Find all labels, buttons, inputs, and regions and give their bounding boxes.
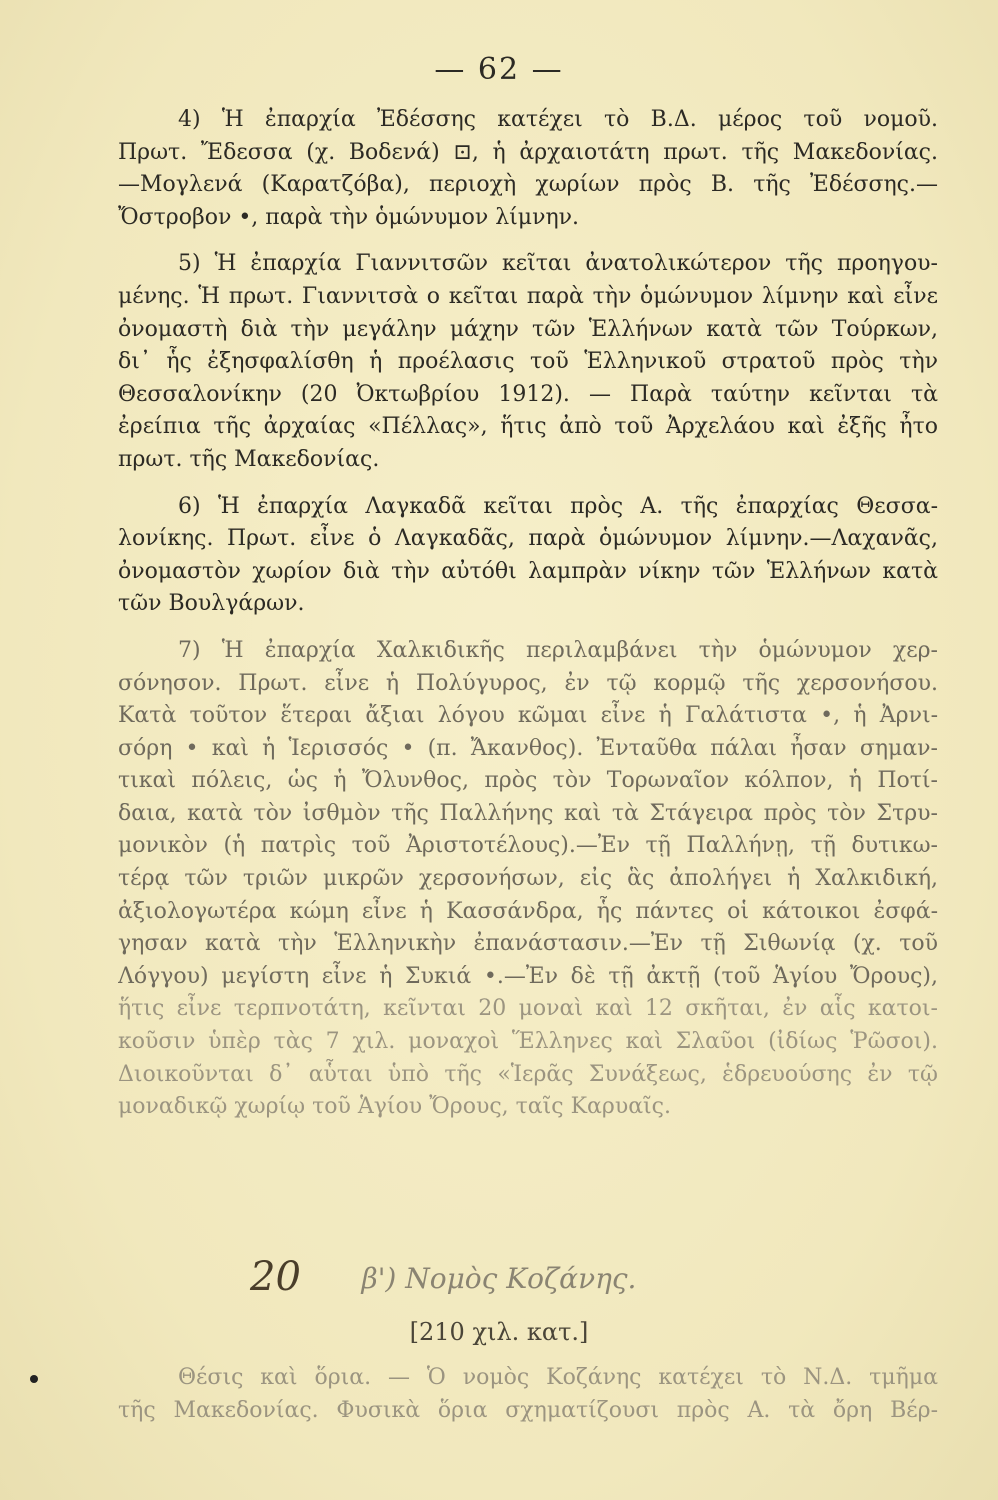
- main-text: [118, 104, 938, 1138]
- text-line: 6) Ἡ ἐπαρχία Λαγκαδᾶ κεῖται πρὸς Α. τῆς ἐπαρχίας Θεσσα-: [178, 493, 938, 519]
- text-line: μοναδικῷ χωρίῳ τοῦ Ἁγίου Ὄρους, ταῖς Καρυαῖς.: [118, 1094, 671, 1120]
- text-line: μένης. Ἡ πρωτ. Γιαννιτσὰ ο κεῖται παρὰ τὴν ὁμώνυμον λίμνην καὶ εἶνε: [118, 283, 938, 309]
- text-line: Κατὰ τοῦτον ἕτεραι ἄξιαι λόγου κῶμαι εἶνε ἡ Γαλάτιστα •, ἡ Ἀρνι-: [118, 703, 938, 729]
- text-line: Πρωτ. Ἔδεσσα (χ. Βοδενά) ⊡, ἡ ἀρχαιοτάτη πρωτ. τῆς Μακεδονίας.: [118, 139, 938, 165]
- text-line: Ὄστροβον •, παρὰ τὴν ὁμώνυμον λίμνην.: [118, 204, 580, 230]
- text-line: τέρᾳ τῶν τριῶν μικρῶν χερσονήσων, εἰς ἃς ἀπολήγει ἡ Χαλκιδική,: [118, 866, 938, 892]
- text-line: τῶν Βουλγάρων.: [118, 591, 305, 617]
- text-line: μονικὸν (ἡ πατρὶς τοῦ Ἀριστοτέλους).—Ἐν τῇ Παλλήνῃ, τῇ δυτικω-: [118, 833, 938, 859]
- text-line: 4) Ἡ ἐπαρχία Ἐδέσσης κατέχει τὸ Β.Δ. μέρος τοῦ νομοῦ.: [178, 107, 938, 132]
- text-line: 5) Ἡ ἐπαρχία Γιαννιτσῶν κεῖται ἀνατολικώτερον τῆς προηγου-: [178, 251, 938, 277]
- text-line: γησαν κατὰ τὴν Ἑλληνικὴν ἐπανάστασιν.—Ἐν τῇ Σιθωνίᾳ (χ. τοῦ: [118, 931, 938, 957]
- area-note: [210 χιλ. κατ.]: [409, 1318, 589, 1346]
- text-line: —Μογλενά (Καρατζόβα), περιοχὴ χωρίων πρὸς Β. τῆς Ἐδέσσης.—: [118, 172, 938, 198]
- text-line: Λόγγου) μεγίστη εἶνε ἡ Συκιά •.—Ἐν δὲ τῇ ἀκτῇ (τοῦ Ἁγίου Ὄρους),: [118, 963, 938, 989]
- text-line: ὀνομαστὸν χωρίον διὰ τὴν αὐτόθι λαμπρὰν νίκην τῶν Ἑλλήνων κατὰ: [118, 558, 938, 584]
- text-line: σόνησον. Πρωτ. εἶνε ἡ Πολύγυρος, ἐν τῷ κορμῷ τῆς χερσονήσου.: [118, 670, 938, 696]
- text-line: Διοικοῦνται δ᾽ αὗται ὑπὸ τῆς «Ἱερᾶς Συνάξεως, ἑδρευούσης ἐν τῷ: [118, 1061, 938, 1087]
- text-line: λονίκης. Πρωτ. εἶνε ὁ Λαγκαδᾶς, παρὰ ὁμώνυμον λίμνην.—Λαχανᾶς,: [118, 526, 938, 552]
- text-line: Θέσις καὶ ὅρια. — Ὁ νομὸς Κοζάνης κατέχει τὸ Ν.Δ. τμῆμα: [178, 1365, 938, 1390]
- paragraph-lagkadas: [118, 491, 938, 621]
- text-line: τῆς Μακεδονίας. Φυσικὰ ὅρια σχηματίζουσι πρὸς Α. τὰ ὄρη Βέρ-: [118, 1397, 938, 1423]
- text-line: δι᾽ ἧς ἐξησφαλίσθη ἡ προέλασις τοῦ Ἑλληνικοῦ στρατοῦ πρὸς τὴν: [118, 349, 938, 375]
- text-line: πρωτ. τῆς Μακεδονίας.: [118, 446, 380, 472]
- paragraph-edessa: [118, 104, 938, 234]
- section-heading: β') Νομὸς Κοζάνης.: [361, 1262, 637, 1295]
- text-line: τικαὶ πόλεις, ὡς ἡ Ὄλυνθος, πρὸς τὸν Τορωναῖον κόλπον, ἡ Ποτί-: [118, 768, 938, 794]
- paragraph-giannitsa: [118, 248, 938, 476]
- bottom-paragraph: [118, 1362, 938, 1427]
- text-line: δαια, κατὰ τὸν ἰσθμὸν τῆς Παλλήνης καὶ τὰ Στάγειρα πρὸς τὸν Στρυ-: [118, 800, 938, 826]
- text-line: ἀξιολογωτέρα κώμη εἶνε ἡ Κασσάνδρα, ἧς πάντες οἱ κάτοικοι ἐσφά-: [118, 898, 938, 924]
- bullet-dot: [30, 1375, 38, 1383]
- text-line: σόρη • καὶ ἡ Ἱερισσός • (π. Ἄκανθος). Ἐνταῦθα πάλαι ἦσαν σημαν-: [118, 735, 938, 761]
- page-number: — 62 —: [434, 52, 564, 87]
- text-line: ἐρείπια τῆς ἀρχαίας «Πέλλας», ἥτις ἀπὸ τοῦ Ἀρχελάου καὶ ἐξῆς ἦτο: [118, 414, 938, 440]
- text-line: ὀνομαστὴ διὰ τὴν μεγάλην μάχην τῶν Ἑλλήνων κατὰ τῶν Τούρκων,: [118, 316, 938, 342]
- text-line: 7) Ἡ ἐπαρχία Χαλκιδικῆς περιλαμβάνει τὴν ὁμώνυμον χερ-: [178, 637, 938, 663]
- text-line: ἥτις εἶνε τερπνοτάτη, κεῖνται 20 μοναὶ καὶ 12 σκῆται, ἐν αἷς κατοι-: [118, 996, 938, 1022]
- text-line: Θεσσαλονίκην (20 Ὀκτωβρίου 1912). — Παρὰ ταύτην κεῖνται τὰ: [118, 381, 938, 407]
- handwritten-page-mark: 20: [250, 1254, 301, 1300]
- paragraph-chalkidiki: [118, 635, 938, 1124]
- text-line: κοῦσιν ὑπὲρ τὰς 7 χιλ. μοναχοὶ Ἕλληνες καὶ Σλαῦοι (ἰδίως Ῥῶσοι).: [118, 1029, 938, 1055]
